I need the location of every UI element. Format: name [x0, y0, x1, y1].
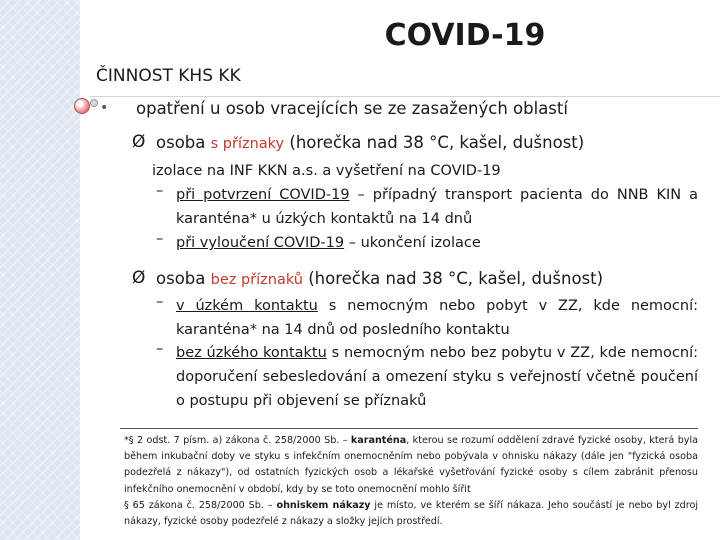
dash-icon: –: [156, 341, 164, 357]
dash-icon: –: [156, 231, 164, 247]
dash-icon: –: [156, 183, 164, 199]
footnote-text: , kterou se rozumí oddělení zdravé fyzické osoby, která byla během inkubační doby ve styku s infekčním onemocněním nebo pobývala v ohnisku nákazy (dále jen "fyzická osoba podezřelá z nákazy"), od ostatních fyzických osob a lékařské vyšetřování fyzické osoby s cílem zabránit přenosu infekčního onemocnění v období, kdy by se toto onemocnění mohlo šířit: [124, 435, 699, 495]
dash-icon: –: [156, 294, 164, 310]
footnote-divider: [120, 428, 698, 429]
section2-item2: [176, 341, 698, 413]
footnote-term-karantena: karanténa: [350, 435, 407, 446]
arrow-bullet-icon: Ø: [132, 132, 146, 152]
section1-heading-rest: (horečka nad 38 °C, kašel, dušnost): [284, 133, 585, 152]
slide-title: COVID-19: [384, 18, 546, 53]
footnote-paragraph-ohnisko: [124, 498, 698, 530]
bullet-icon: •: [100, 100, 109, 116]
footnote-text: *§ 2 odst. 7 písm. a) zákona č. 258/2000 Sb. –: [124, 435, 351, 446]
section2-heading: [156, 269, 603, 288]
section2-item2-rest: s nemocným nebo bez pobytu v ZZ, kde nemocní: doporučení sebesledování a omezení styku s veřejností včetně poučení o postupu při objevení se příznaků: [176, 345, 698, 409]
section2-heading-rest: (horečka nad 38 °C, kašel, dušnost): [303, 269, 604, 288]
arrow-bullet-icon: Ø: [132, 268, 146, 288]
footnote: [124, 433, 698, 530]
section2-item1-underlined: v úzkém kontaktu: [176, 298, 318, 314]
divider-ornament-icon: [74, 98, 90, 114]
section1-item2-rest: – ukončení izolace: [344, 235, 481, 251]
footnote-term-ohnisko: ohniskem nákazy: [276, 499, 371, 511]
section2-heading-start: osoba: [156, 269, 211, 288]
section1-intro: izolace na INF KKN a.s. a vyšetření na COVID-19: [152, 163, 501, 179]
section1-heading: [156, 133, 584, 152]
section2-item1: [176, 294, 698, 342]
footnote-text: je místo, ve kterém se šíří nákaza. Jeho součástí je nebo byl zdroj nákazy, fyzické osoby podezřelé z nákazy a složky jejich prostředí.: [124, 499, 699, 528]
footnote-paragraph-karantena: [124, 433, 698, 498]
section1-item1-rest: – případný transport pacienta do NNB KIN a karanténa* u úzkých kontaktů na 14 dnů: [176, 187, 698, 227]
section2-item2-underlined: bez úzkého kontaktu: [176, 345, 327, 361]
section1-heading-start: osoba: [156, 133, 211, 152]
section2-item1-rest: s nemocným nebo pobyt v ZZ, kde nemocní: karanténa* na 14 dnů od posledního kontaktu: [176, 298, 698, 338]
footnote-text: § 65 zákona č. 258/2000 Sb. –: [124, 499, 277, 511]
section1-item2-underlined: při vyloučení COVID-19: [176, 235, 345, 251]
divider-dot-icon: [90, 99, 98, 107]
section1-item1-underlined: při potvrzení COVID-19: [176, 187, 350, 203]
section1-heading-red: s příznaky: [210, 136, 285, 152]
section1-item1: [176, 183, 698, 231]
header-divider: [90, 96, 720, 97]
slide-subtitle: ČINNOST KHS KK: [96, 66, 241, 86]
section1-item2: [176, 231, 698, 255]
section2-heading-red: bez příznaků: [210, 272, 303, 288]
main-point: opatření u osob vracejících se ze zasažených oblastí: [136, 99, 568, 118]
decorative-sidebar: [0, 0, 80, 540]
